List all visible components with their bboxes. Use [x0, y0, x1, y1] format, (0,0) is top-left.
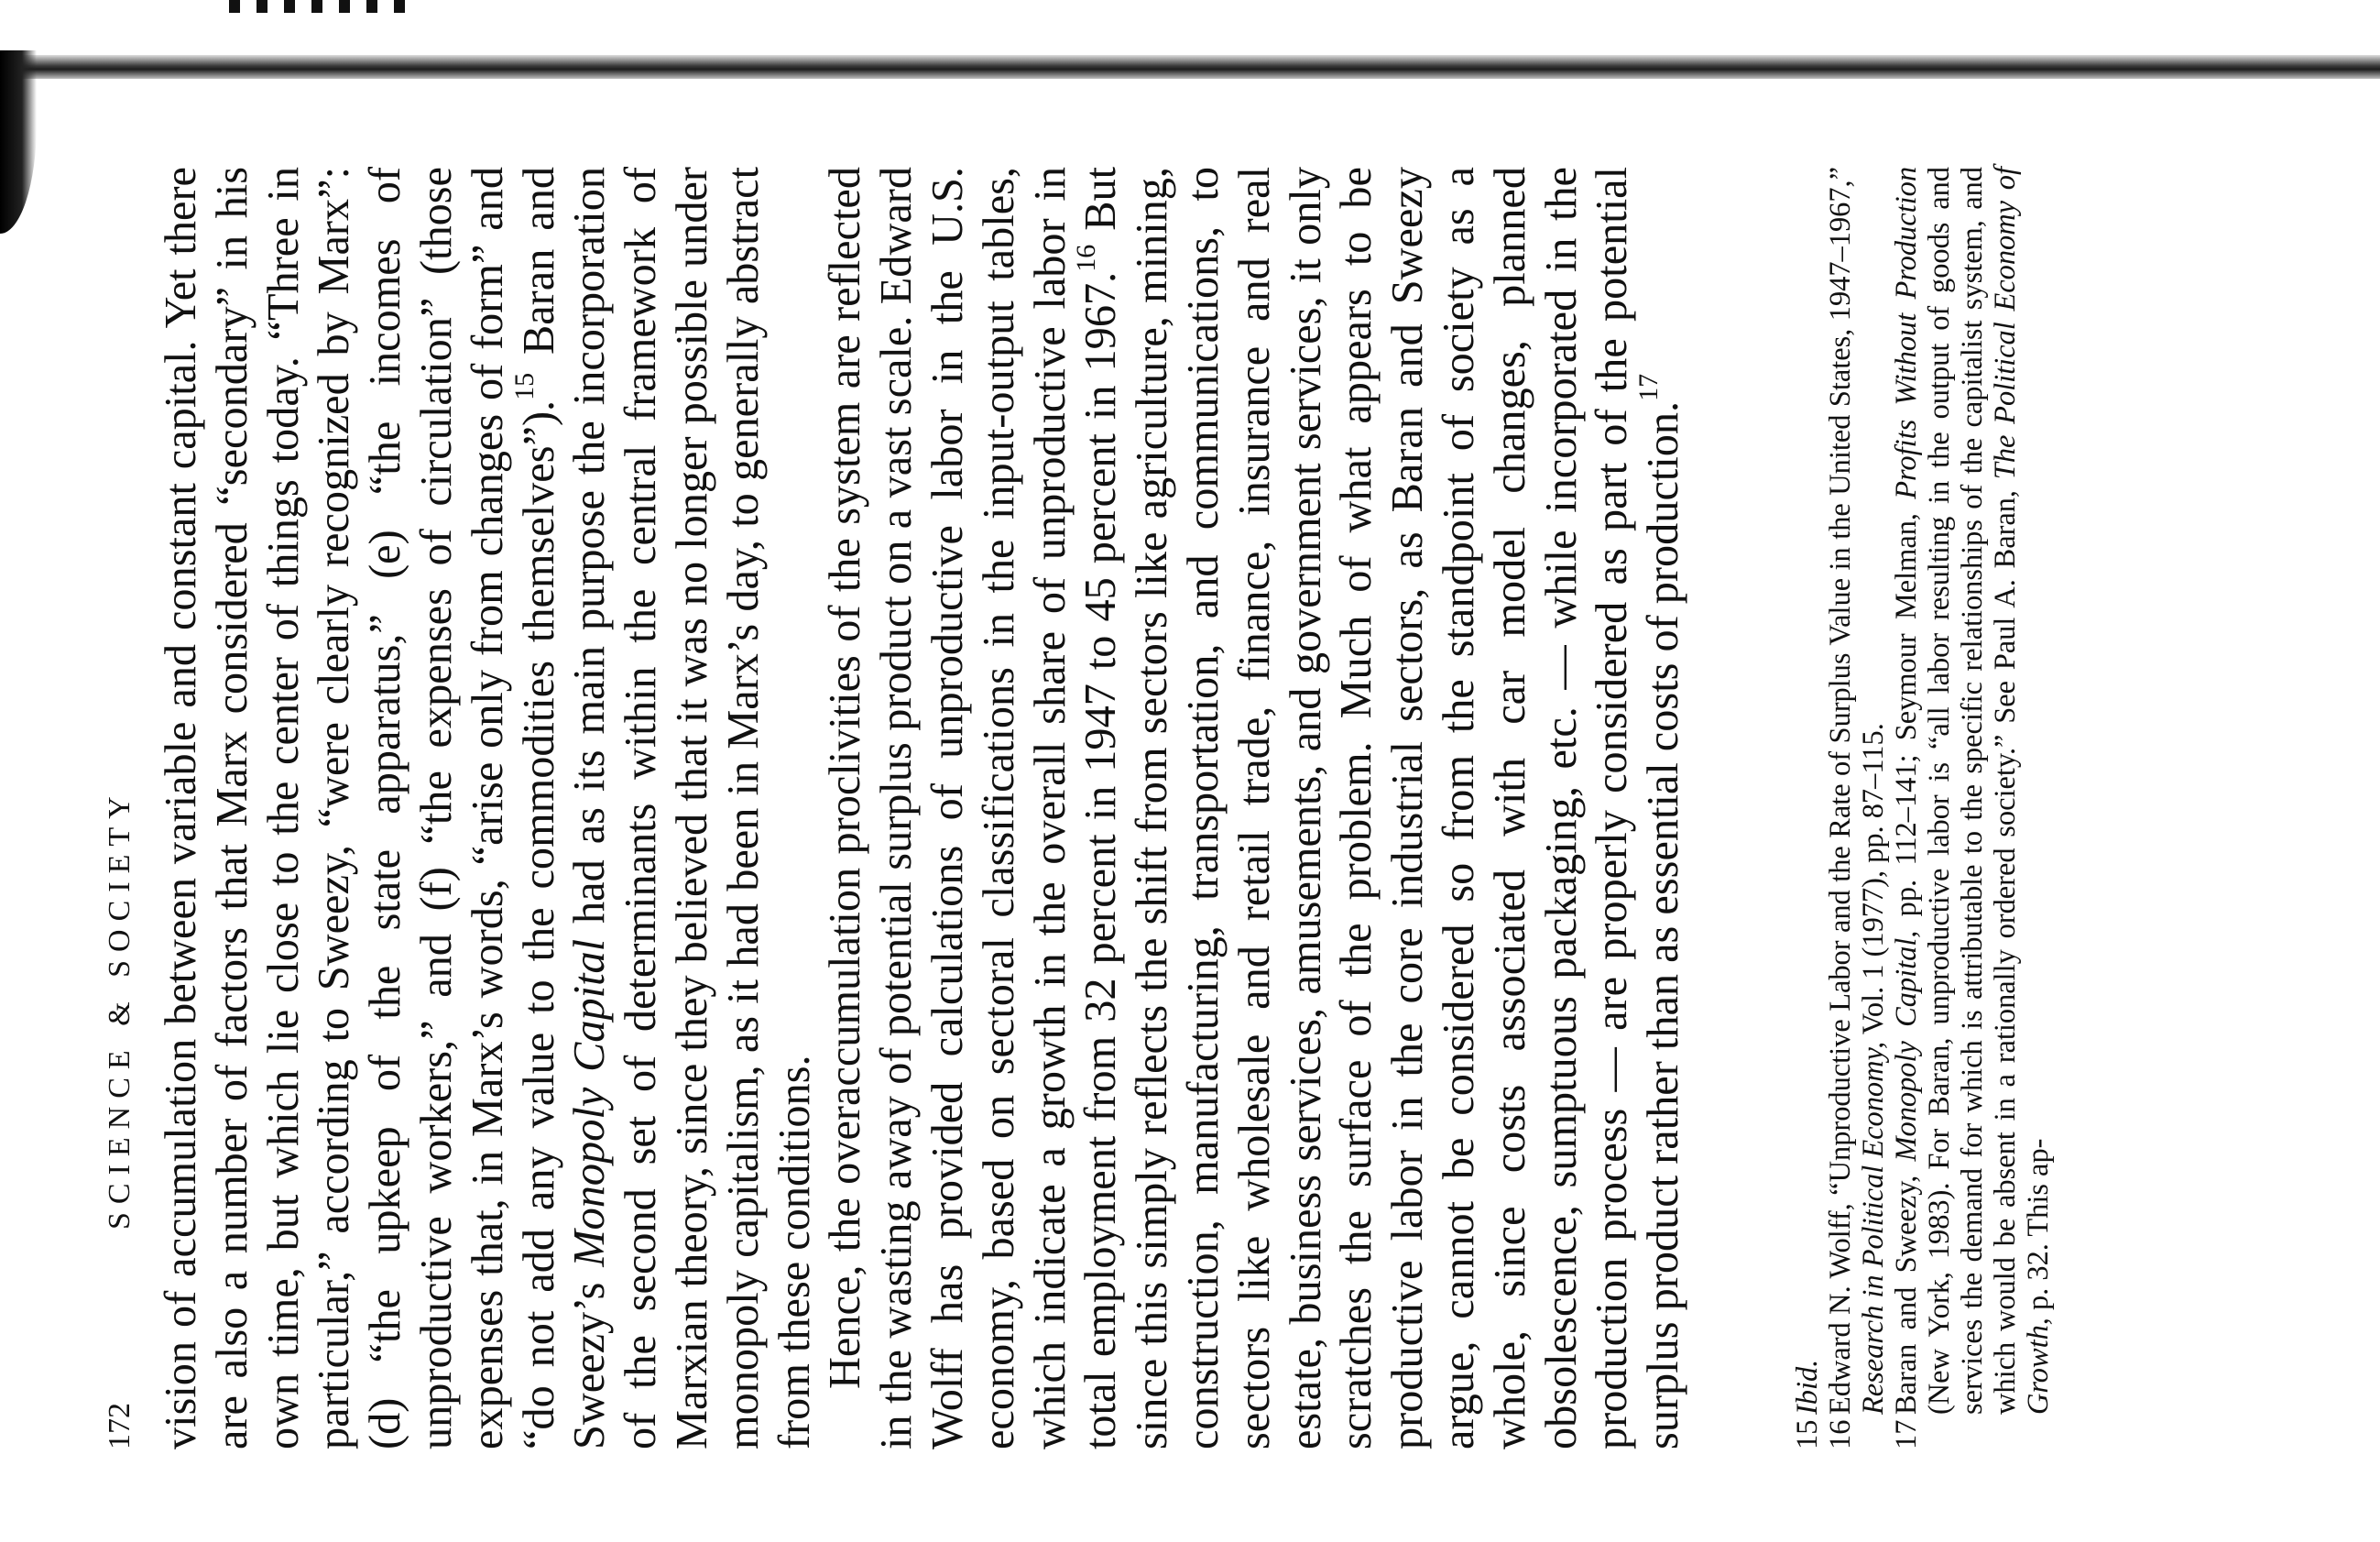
footnote-number: 16 [1824, 1419, 1857, 1449]
footnote-15 [1791, 167, 1824, 1449]
footnote-16-part-b: Vol. 1 (1977), pp. 87–115. [1857, 723, 1890, 1042]
paragraph-1 [156, 167, 820, 1449]
footnote-17 [1890, 167, 2055, 1449]
footnote-16-part-a: Edward N. Wolff, “Unproductive Labor and the Rate of Surplus Value in the United States, 1947–1967,” [1824, 167, 1857, 1415]
paragraph-1-part-b: Baran and Sweezy’s [514, 167, 615, 1449]
footnote-number: 15 [1791, 1419, 1824, 1449]
scan-fold-shadow [0, 50, 37, 234]
footnote-17-title-1: Monopoly Capital, [1890, 930, 1923, 1162]
footnote-16 [1824, 167, 1890, 1449]
page-header [92, 167, 147, 1449]
page-number: 172 [103, 1403, 136, 1449]
scan-top-marks [229, 0, 412, 13]
footnote-17-part-a: Baran and Sweezy, [1890, 1161, 1923, 1415]
footnote-ref-16: 16 [1071, 244, 1102, 272]
footnote-15-text: Ibid. [1791, 1359, 1824, 1415]
footnote-number: 17 [1890, 1419, 1923, 1449]
footnote-17-title-2: Profits Without Production [1890, 166, 1923, 499]
body-text [156, 167, 1689, 1449]
paragraph-2 [820, 167, 1689, 1449]
paragraph-1-part-c: had as its main purpose the incorporation of the second set of determinants within the central framework of Marxian theory, since they believed that it was no longer possible under monopoly capitalism, as it had been in Marx’s day, to generally abstract from these conditions. [565, 167, 819, 1449]
footnote-ref-15: 15 [508, 372, 540, 400]
scan-page-edge [0, 55, 2380, 79]
footnote-ref-17: 17 [1633, 373, 1665, 401]
footnote-17-part-c: (New York, 1983). For Baran, unproductive labor is “all labor resulting in the output of goods and services the demand for which is attributable to the specific relationships of the capitalist system, and which would be absent in a rationally ordered society.” See Paul A. Baran, [1923, 167, 2022, 1415]
book-title-monopoly-capital: Monopoly Capital [565, 938, 615, 1267]
paragraph-2-part-b: But since this simply reflects the shift from sectors like agriculture, mining, construction, manufacturing, transportation, and communications, to sectors like wholesale and retail trade, finance, insurance and real estate, business services, amusements, and government services, it only scratches the surface of the problem. Much of what appears to be productive labor in the core industrial sectors, as Baran and Sweezy argue, cannot be considered so from the standpoint of society as a whole, since costs associated with car model changes, planned obsolescence, sumptuous packaging, etc. — while incorporated in the production process — are properly considered as part of the potential surplus product rather than as essential costs of production. [1076, 166, 1688, 1449]
footnote-17-part-b: pp. 112–141; Seymour Melman, [1890, 498, 1923, 931]
footnote-17-part-d: p. 32. This ap- [2022, 1138, 2055, 1318]
running-head: SCIENCE & SOCIETY [103, 788, 136, 1230]
paragraph-2-part-a: Hence, the overaccumulation proclivities of the system are reflected in the wasting away of potential surplus product on a vast scale. Edward Wolff has provided calculations of unproductive labor in the U.S. economy, based on sectoral classifications in the input-output tables, which indicate a growth in the overall share of unproductive labor in total employment from 32 percent in 1947 to 45 percent in 1967. [821, 167, 1126, 1449]
footnote-17-title-3: The Political Economy of Growth, [1989, 167, 2055, 1415]
page-content [92, 93, 2055, 1449]
footnotes [1791, 167, 2055, 1449]
paragraph-1-part-a: vision of accumulation between variable and constant capital. Yet there are also a number of factors that Marx considered “secondary” in his own time, but which lie close to the center of things today. “Three in particular,” according to Sweezy, “were clearly recognized by Marx”: (d) “the upkeep of the state apparatus,” (e) “the incomes of unproductive workers,” and (f) “the expenses of circulation” (those expenses that, in Marx’s words, “arise only from changes of form” and “do not add any value to the commodities themselves”). [157, 167, 563, 1449]
footnote-16-journal: Research in Political Economy, [1857, 1041, 1890, 1415]
